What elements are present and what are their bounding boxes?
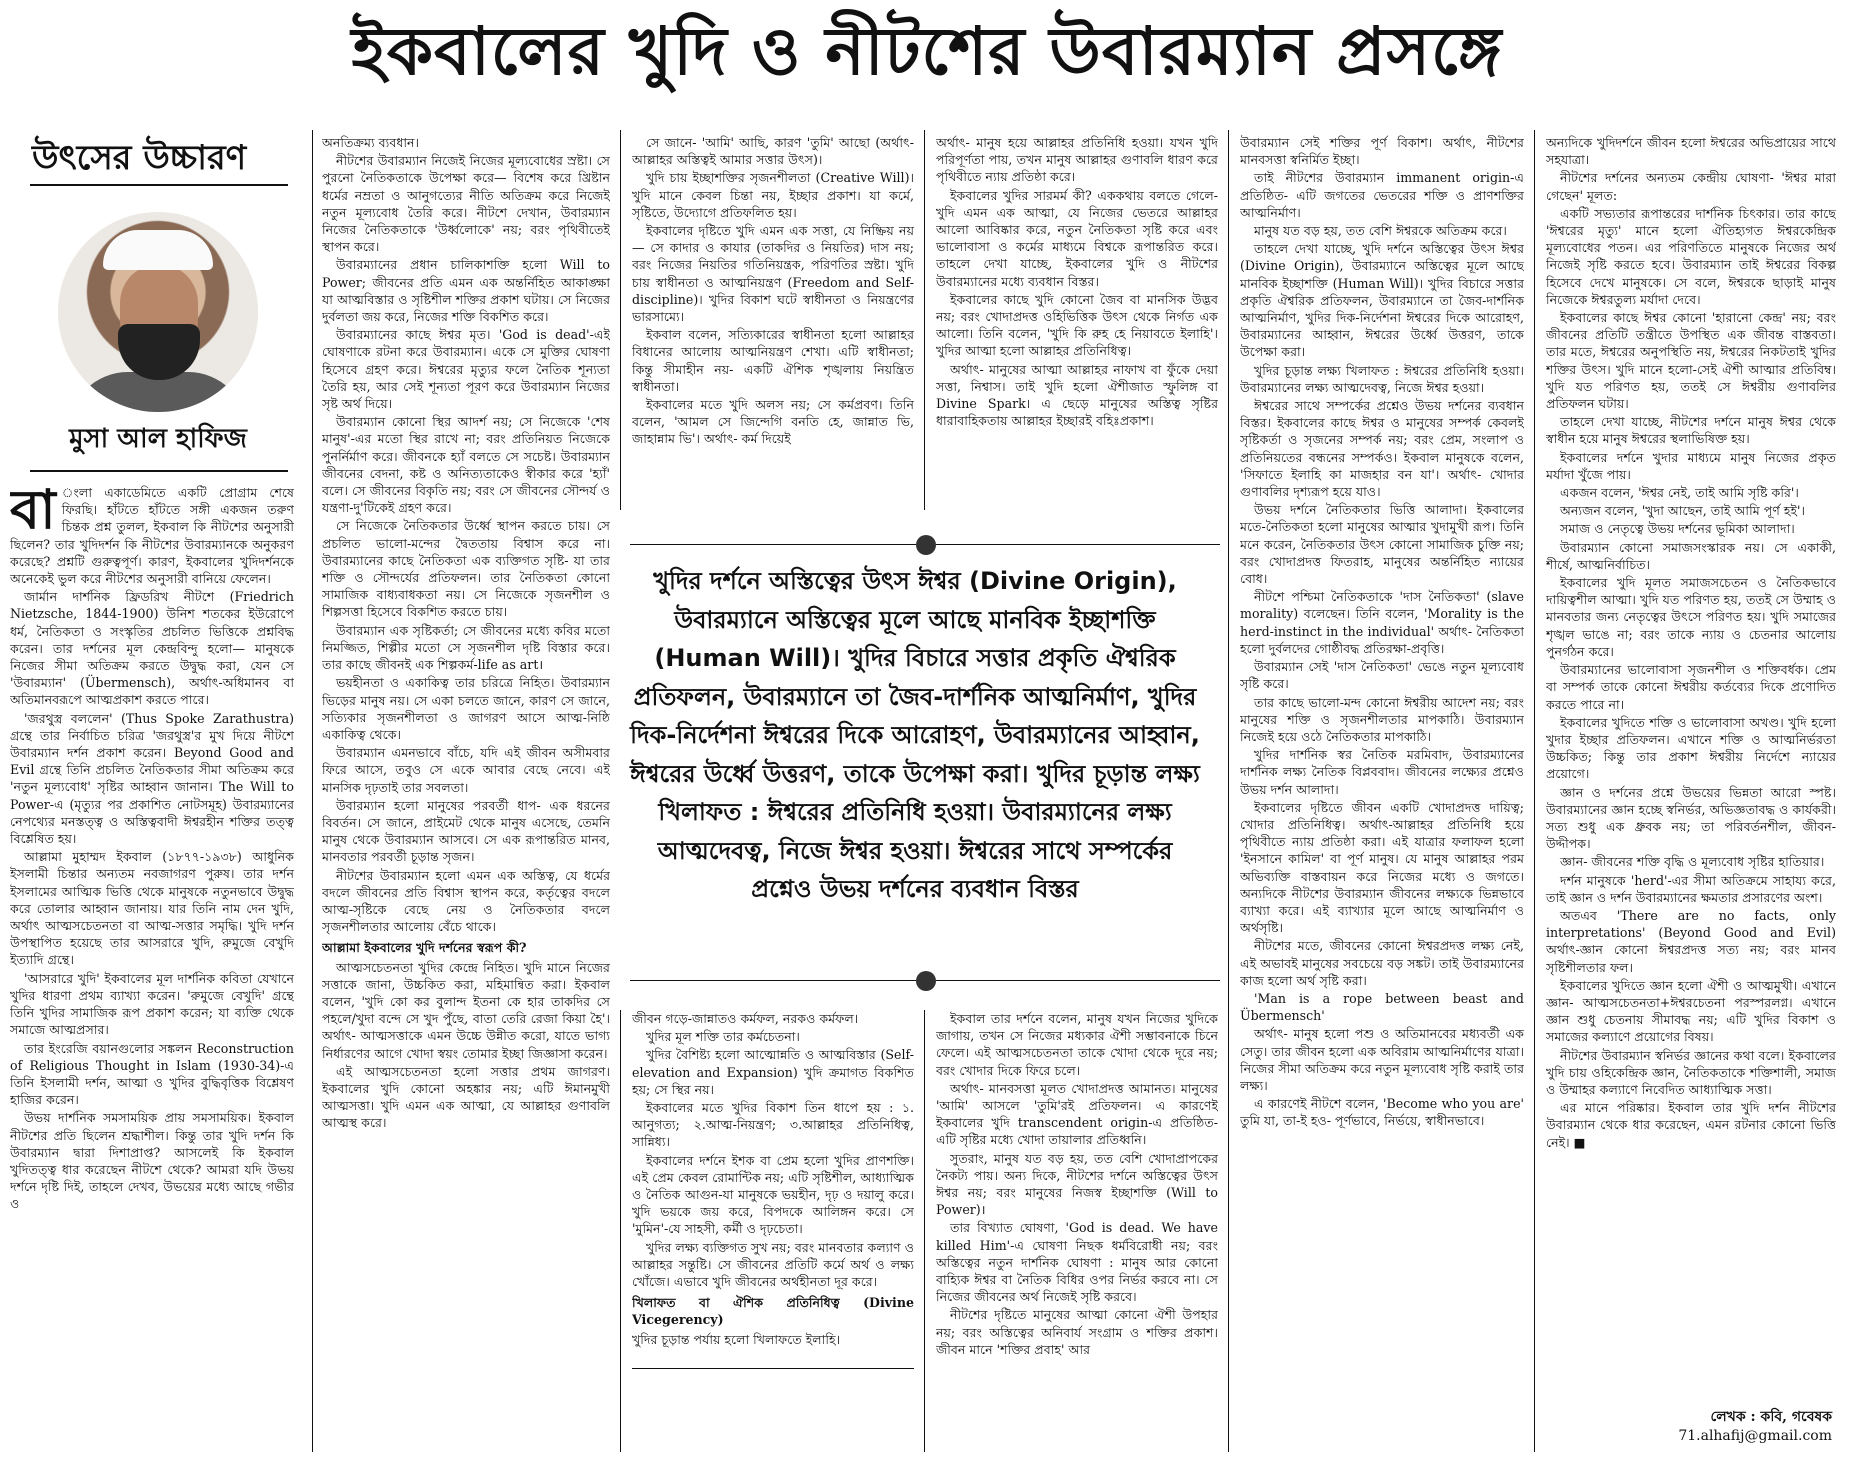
col3-para: খুদির মূল শক্তি তার কর্মচেতনা। [646, 1029, 800, 1045]
col2-para: উবারম্যান এমনভাবে বাঁচে, যদি এই জীবন অসীমবার ফিরে আসে, তবুও সে একে আবার বেছে নেবে। এই মানসিক দৃঢ়তাই তার সবলতা। [322, 745, 610, 795]
ornament-dot-top [916, 535, 936, 555]
col5-para: ঈশ্বরের সাথে সম্পর্কের প্রশ্নেও উভয় দর্শনের ব্যবধান বিস্তর। ইকবালের কাছে ঈশ্বর ও মানুষের সম্পর্ক কেবলই সৃষ্টিকর্তা ও সৃজনের সম্পর্ক নয়; বরং প্রেম, সংলাপ ও প্রতিনিয়তের বন্ধনের সম্পর্কও। ইকবাল মানুষকে বলেন, 'সিফাতে ইলাহি কা মাজহার বন যা'। অর্থাৎ- খোদার গুণাবলির দৃশ্যরূপ হয়ে যাও। [1240, 398, 1524, 500]
divider-pull-bottom [630, 980, 916, 981]
divider-pull-top [630, 544, 916, 545]
col6-para: তাহলে দেখা যাচ্ছে, নীটশের দর্শনে মানুষ ঈশ্বর থেকে স্বাধীন হয়ে মানুষ ঈশ্বরের স্থলাভিষিক্ত হয়। [1546, 414, 1836, 447]
col6-para: এর মানে পরিষ্কার। ইকবাল তার খুদি দর্শন নীটশের উবারম্যান থেকে ধার করেছেন, এমন রটনার কোনো ভিত্তি নেই। ■ [1546, 1100, 1836, 1150]
col6-para: অন্যজন বলেন, 'খুদা আছেন, তাই আমি পূর্ণ হই'। [1560, 503, 1805, 519]
column-1 [10, 484, 294, 1452]
col4-para: ইকবালের কাছে খুদি কোনো জৈব বা মানসিক উদ্ভব নয়; বরং খোদাপ্রদত্ত ওহিভিত্তিক উৎস থেকে নির্গত এক আলো। তিনি বলেন, 'খুদি কি রুহ হে নিয়াবতে ইলাহি'। খুদির আত্মা হলো আল্লাহর প্রতিনিধিত্ব। [936, 291, 1218, 359]
col5-para: অর্থাৎ- মানুষ হলো পশু ও অতিমানবের মধ্যবর্তী এক সেতু। তার জীবন হলো এক অবিরাম আত্মনির্মাণের যাত্রা। নিজের সীমা অতিক্রম করে নতুন মূল্যবোধ সৃষ্টি করাই তার লক্ষ্য। [1240, 1026, 1524, 1093]
col3-para: জীবন গড়ে-জান্নাতও কর্মফল, নরকও কর্মফল। [632, 1011, 859, 1026]
col5-para: তার কাছে ভালো-মন্দ কোনো ঈশ্বরীয় আদেশ নয়; বরং মানুষের শক্তি ও সৃজনশীলতার মাপকাঠি। উবারম্যান নিজেই হয়ে ওঠে নৈতিকতার মাপকাঠি। [1240, 694, 1524, 744]
col3-para: খুদি চায় ইচ্ছাশক্তির সৃজনশীলতা (Creative Will)। খুদি মানে কেবল চিন্তা নয়, ইচ্ছার প্রকাশ। যা কর্মে, সৃষ্টিতে, উদ্যোগে প্রতিফলিত হয়। [632, 170, 914, 220]
col4-para: অর্থাৎ- মানবসত্তা মূলত খোদাপ্রদত্ত আমানত। মানুষের 'আমি' আসলে 'তুমি'রই প্রতিফলন। এ কারণেই ইকবালের খুদি transcendent origin-এ প্রতিষ্ঠিত- এটি সৃষ্টির মধ্যে খোদা তায়ালার প্রতিধ্বনি। [936, 1080, 1218, 1148]
col5-para: ইকবালের দৃষ্টিতে জীবন একটি খোদাপ্রদত্ত দায়িত্ব; খোদার প্রতিনিধিত্ব। অর্থাৎ-আল্লাহর প্রতিনিধি হয়ে পৃথিবীতে ন্যায় প্রতিষ্ঠা করা। এই যাত্রার ফলাফল হলো 'ইনসানে কামিল' বা পূর্ণ মানুষ। যে মানুষ আল্লাহর পরম অভিব্যক্তি বাস্তবায়ন করে নিজের মধ্যে ও জগতে। অন্যদিকে নীটশের উবারম্যান জীবনের লক্ষ্যকে ভিন্নভাবে ব্যাখ্যা করে। এই ব্যাখ্যার মূলে আছে আত্মনির্মাণ ও অর্থসৃষ্টি। [1240, 799, 1524, 936]
col2-para: সে নিজেকে নৈতিকতার উর্ধ্বে স্থাপন করতে চায়। সে প্রচলিত ভালো-মন্দের দ্বৈততায় বিশ্বাস করে না। উবারম্যানের কাছে নৈতিকতা এক ব্যক্তিগত সৃষ্টি- যা তার শক্তি ও সৌন্দর্যের প্রতিফলন। তার নৈতিকতা কোনো সামাজিক বাধ্যবাধকতা নয়। সে নিজেকে সৃজনশীল ও শিল্পসত্তা হিসেবে বিকশিত করতে চায়। [322, 518, 610, 620]
divider-author-bottom [30, 470, 288, 472]
col1-para: তার ইংরেজি বয়ানগুলোর সঙ্কলন Reconstruction of Religious Thought in Islam (1930-34)-এ তিনি ইসলামী দর্শন, আত্মা ও খুদির বুদ্ধিবৃত্তিক বিশ্লেষণ হাজির করেন। [10, 1040, 294, 1108]
col5-para: উভয় দর্শনে নৈতিকতার ভিত্তি আলাদা। ইকবালের মতে-নৈতিকতা হলো মানুষের আত্মার খুদামুখী রূপ। তিনি মনে করেন, নৈতিকতার উৎস কোনো সামাজিক চুক্তি নয়; বরং খোদাপ্রদত্ত ফিতরাহ, মানুষের অন্তর্নিহিত ন্যায়ের বোধ। [1240, 502, 1524, 587]
col5-para: খুদির চূড়ান্ত লক্ষ্য খিলাফত : ঈশ্বরের প্রতিনিধি হওয়া। উবারম্যানের লক্ষ্য আত্মদেবত্ব, নিজে ঈশ্বর হওয়া। [1240, 362, 1524, 395]
col4-para: ইকবাল তার দর্শনে বলেন, মানুষ যখন নিজের খুদিকে জাগায়, তখন সে নিজের মধ্যকার ঐশী সম্ভাবনাকে চিনে ফেলে। এই আত্মসচেতনতা তাকে খোদা থেকে দূরে নয়; বরং খোদার দিকে ফিরে চলে। [936, 1011, 1218, 1078]
col6-para: সমাজ ও নেতৃত্বে উভয় দর্শনের ভূমিকা আলাদা। [1560, 521, 1795, 537]
author-credit [1560, 1408, 1832, 1446]
col6-para: ইকবালের খুদি মূলত সমাজসচেতন ও নৈতিকভাবে দায়িত্বশীল আত্মা। খুদি যত পরিণত হয়, ততই সে উম্মাহ ও মানবতার জন্য নেতৃত্বের উৎসে পরিণত হয়। খুদি সমাজের শৃঙ্খল ভাঙে না; বরং তাকে ন্যায় ও চেতনার আলোয় পুনর্গঠন করে। [1546, 575, 1836, 659]
col5-para: নীটশে পশ্চিমা নৈতিকতাকে 'দাস নৈতিকতা' (slave morality) বলেছেন। তিনি বলেন, 'Morality is the herd-instinct in the individual' অর্থাৎ- নৈতিকতা হলো দুর্বলদের গোষ্ঠীবদ্ধ প্রতিরক্ষা-প্রবৃত্তি। [1240, 589, 1524, 656]
col6-para: একজন বলেন, 'ঈশ্বর নেই, তাই আমি সৃষ্টি করি'। [1560, 485, 1799, 501]
divider-col3b [924, 1010, 925, 1452]
series-title: উৎসের উচ্চারণ [32, 138, 247, 178]
col5-para: মানুষ যত বড় হয়, তত বেশি ঈশ্বরকে অতিক্রম করে। [1254, 223, 1507, 239]
col1-para: জার্মান দার্শনিক ফ্রিডরিখ নীটশে (Friedrich Nietzsche, 1844-1900) উনিশ শতকের ইউরোপে ধর্ম, নৈতিকতা ও সংস্কৃতির প্রচলিত ভিত্তিকে প্রশ্নবিদ্ধ করেন। তার দর্শনের মূল কেন্দ্রবিন্দু হলো— মানুষকে নিজের সীমা অতিক্রম করতে উদ্বুদ্ধ করা, যেন সে 'উবারম্যান' (Übermensch), অর্থাৎ-অধিমানব বা অতিমানবরূপে আত্মপ্রকাশ করতে পারে। [10, 589, 294, 708]
col2-para: উবারম্যান এক সৃষ্টিকর্তা; সে জীবনের মধ্যে কবির মতো নিমজ্জিত, শিল্পীর মতো সে সৃজনশীল দৃষ্টি বিস্তার করে। তার কাছে জীবনই এক শিল্পকর্ম-life as art। [322, 622, 610, 673]
column-4-top [936, 134, 1218, 524]
col2-subheading: আল্লামা ইকবালের খুদি দর্শনের স্বরূপ কী? [322, 940, 527, 956]
divider-col3 [924, 130, 925, 510]
col2-para: উবারম্যানের প্রধান চালিকাশক্তি হলো Will to Power; জীবনের প্রতি এমন এক অন্তর্নিহিত আকাঙ্ক্ষা যা আত্মবিস্তার ও সৃষ্টিশীল শক্তির প্রকাশ ঘটায়। সে নিজের দুর্বলতা জয় করে, নিজের শক্তি বিকশিত করে। [322, 257, 610, 325]
divider-col4 [1228, 130, 1229, 1452]
col3-para: ইকবালের মতে খুদির বিকাশ তিন ধাপে হয় : ১. আনুগত্য; ২.আত্ম-নিয়ন্ত্রণ; ৩.আল্লাহর প্রতিনিধিত্ব, সান্নিধ্য। [632, 1100, 914, 1150]
divider-pull-bottom-r [936, 980, 1220, 981]
col2-para: আত্মসচেতনতা খুদির কেন্দ্রে নিহিত। খুদি মানে নিজের সত্তাকে জানা, উচ্চকিত করা, মহিমান্বিত করা। ইকবাল বলেন, 'খুদি কো কর বুলান্দ ইতনা কে হার তাকদির সে পহলে/খুদা বন্দে সে খুদ পুঁছে, বাতা তেরি রেজা কিয়া হৈ'। অর্থাৎ- আত্মসত্তাকে এমন উচ্চে উন্নীত করো, যাতে ভাগ্য নির্ধারণের আগে খোদা স্বয়ং তোমার ইচ্ছা জিজ্ঞাসা করেন। [322, 959, 610, 1061]
col2-para: উবারম্যান কোনো স্থির আদর্শ নয়; সে নিজেকে 'শেষ মানুষ'-এর মতো স্থির রাখে না; বরং প্রতিনিয়ত নিজেকে পুনর্নির্মাণ করে। জীবনকে হ্যাঁ বলতে সে সচেষ্ট। উবারম্যান জীবনের বেদনা, কষ্ট ও অনিত্যতাকেও স্বীকার করে 'হ্যাঁ' বলে। সে জীবনের বিকৃতি নয়; বরং সে জীবনের সৌন্দর্য ও যন্ত্রণা-দু'টিকেই গ্রহণ করে। [322, 414, 610, 516]
col6-para: ইকবালের খুদিতে শক্তি ও ভালোবাসা অখণ্ড। খুদি হলো খুদার ইচ্ছার প্রতিফলন। এখানে শক্তি ও আত্মনির্ভরতা উচ্চকিত; কিন্তু তার প্রকাশ ঈশ্বরীয় নির্দেশে ন্যায়ের প্রয়োগে। [1546, 714, 1836, 782]
author-photo [58, 212, 258, 412]
col5-para: নীটশের মতে, জীবনের কোনো ঈশ্বরপ্রদত্ত লক্ষ্য নেই, এই অভাবই মানুষের সবচেয়ে বড় সঙ্কট। তাই উবারম্যানের কাজ হলো অর্থ সৃষ্টি করা। [1240, 938, 1524, 988]
col6-para: ইকবালের খুদিতে জ্ঞান হলো ঐশী ও আত্মমুখী। এখানে জ্ঞান- আত্মসচেতনতা+ঈশ্বরচেতনা পরস্পরলগ্ন। এখানে জ্ঞান শুধু চেতনায় সীমাবদ্ধ নয়; এটি খুদির বিকাশ ও সমাজের কল্যাণে প্রয়োগের বিষয়। [1546, 977, 1836, 1045]
col3-para: সে জানে- 'আমি' আছি, কারণ 'তুমি' আছো (অর্থাৎ-আল্লাহর অস্তিত্বই আমার সত্তার উৎস)। [632, 135, 914, 168]
divider-pull-top-r [936, 544, 1220, 545]
col4-para: অর্থাৎ- মানুষের আত্মা আল্লাহর নাফাখ বা ফুঁকে দেয়া সত্তা, নিশ্বাস। তাই খুদি হলো ঐশীজাত স্ফুলিঙ্গ বা Divine Spark। এ ছেড়ে মানুষের অস্তিত্ব সৃষ্টির ধারাবাহিকতায় আল্লাহর ইচ্ছারই বহিঃপ্রকাশ। [936, 361, 1218, 429]
col6-para: জ্ঞান ও দর্শনের প্রশ্নে উভয়ের ভিন্নতা আরো স্পষ্ট। উবারম্যানের জ্ঞান হচ্ছে স্বনির্ভর, অভিজ্ঞতাবদ্ধ ও কার্যকরী। সত্য শুধু এক ধ্রুবক নয়; তা পরিবর্তনশীল, জীবন-উদ্দীপক। [1546, 784, 1836, 852]
col4-para: অর্থাৎ- মানুষ হয়ে আল্লাহর প্রতিনিধি হওয়া। যখন খুদি পরিপূর্ণতা পায়, তখন মানুষ আল্লাহর গুণাবলি ধারণ করে পৃথিবীতে ন্যায় প্রতিষ্ঠা করে। [936, 135, 1218, 185]
col5-para: এ কারণেই নীটশে বলেন, 'Become who you are' তুমি যা, তা-ই হও- পূর্ণভাবে, নির্ভয়ে, স্বাধীনভাবে। [1240, 1096, 1524, 1129]
col6-para: নীটশের উবারম্যান স্বনির্ভর জ্ঞানের কথা বলে। ইকবালের খুদি চায় ওহিকেন্দ্রিক জ্ঞান, নৈতিকতাকে শক্তিশালী, সমাজ ও উম্মাহর কল্যাণে নিবেদিত আধ্যাত্মিক সত্তা। [1546, 1047, 1836, 1097]
pull-quote: খুদির দর্শনে অস্তিত্বের উৎস ঈশ্বর (Divine Origin), উবারম্যানে অস্তিত্বের মূলে আছে মানবিক ইচ্ছাশক্তি (Human Will)। খুদির বিচারে সত্তার প্রকৃতি ঐশ্বরিক প্রতিফলন, উবারম্যানে তা জৈব-দার্শনিক আত্মনির্মাণ, খুদির দিক-নির্দেশনা ঈশ্বরের দিকে আরোহণ, উবারম্যানের আহ্বান, ঈশ্বরের উর্ধ্বে উত্তরণ, তাকে উপেক্ষা করা। খুদির চূড়ান্ত লক্ষ্য খিলাফত : ঈশ্বরের প্রতিনিধি হওয়া। উবারম্যানের লক্ষ্য আত্মদেবত্ব, নিজে ঈশ্বর হওয়া। ঈশ্বরের সাথে সম্পর্কের প্রশ্নেও উভয় দর্শনের ব্যবধান বিস্তর [630, 567, 1200, 903]
col6-para: ইকবালের দর্শনে খুদার মাধ্যমে মানুষ নিজের প্রকৃত মর্যাদা খুঁজে পায়। [1546, 449, 1836, 482]
col6-para: উবারম্যানের ভালোবাসা সৃজনশীল ও শক্তিবর্ধক। প্রেম বা সম্পর্ক তাকে কোনো ঈশ্বরীয় কর্তব্যের দিকে প্রণোদিত করতে পারে না। [1546, 662, 1836, 712]
col5-para: উবারম্যান সেই শক্তির পূর্ণ বিকাশ। অর্থাৎ, নীটশের মানবসত্তা স্বনির্মিত ইচ্ছা। [1240, 135, 1524, 168]
ornament-dot-bottom [916, 971, 936, 991]
col6-para: দর্শন মানুষকে 'herd'-এর সীমা অতিক্রমে সাহায্য করে, তাই জ্ঞান ও দর্শন উবারম্যানের ক্ষমতার প্রসারণের অংশ। [1546, 872, 1836, 905]
col4-para: তার বিখ্যাত ঘোষণা, 'God is dead. We have killed Him'-এ ঘোষণা নিছক ধর্মবিরোধী নয়; বরং অস্তিত্বের নতুন দার্শনিক ঘোষণা : মানুষ আর কোনো বাহ্যিক ঈশ্বর বা নৈতিক বিধির ওপর নির্ভর করবে না। সে নিজের জীবনের অর্থ নিজেই সৃষ্টি করবে। [936, 1220, 1218, 1305]
col6-para: জ্ঞান- জীবনের শক্তি বৃদ্ধি ও মূল্যবোধ সৃষ্টির হাতিয়ার। [1560, 854, 1825, 870]
divider-col2b [620, 1010, 621, 1452]
credit-label: লেখক : কবি, গবেষক [1710, 1409, 1832, 1425]
col5-para: উবারম্যান সেই 'দাস নৈতিকতা' ভেঙে নতুন মূল্যবোধ সৃষ্টি করে। [1240, 659, 1524, 692]
col5-para: তাই নীটশের উবারম্যান immanent origin-এ প্রতিষ্ঠিত- এটি জগতের ভেতরের শক্তি ও প্রাণশক্তির আত্মনির্মাণ। [1240, 170, 1524, 220]
col4-para: নীটশের দৃষ্টিতে মানুষের আত্মা কোনো ঐশী উপহার নয়; বরং অস্তিত্বের অনিবার্য সংগ্রাম ও শক্তির প্রকাশ। জীবন মানে 'শক্তির প্রবাহ' আর [936, 1307, 1218, 1357]
column-2 [322, 134, 610, 1452]
col2-para: নীটশের উবারম্যান নিজেই নিজের মূল্যবোধের স্রষ্টা। সে পুরনো নৈতিকতাকে উপেক্ষা করে— বিশেষ করে খ্রিষ্টান ধর্মের নম্রতা ও আনুগত্যের নীতি অতিক্রম করে নিজেই নতুন মূল্যবোধ তৈরি করে। নীটশে দেখান, উবারম্যান নিজের নৈতিকতাকে 'উর্ধ্বলোকে' নয়; বরং পৃথিবীতেই স্থাপন করে। [322, 153, 610, 255]
column-3-top [632, 134, 914, 524]
col5-para: 'Man is a rope between beast and Übermensch' [1240, 990, 1524, 1024]
col5-para: খুদির দার্শনিক স্বর নৈতিক মরমিবাদ, উবারম্যানের দার্শনিক লক্ষ্য নৈতিক বিপ্লববাদ। জীবনের লক্ষ্যের প্রশ্নেও উভয় দর্শন আলাদা। [1240, 747, 1524, 797]
col3-para: ইকবালের দর্শনে ইশক বা প্রেম হলো খুদির প্রাণশক্তি। এই প্রেম কেবল রোমান্টিক নয়; এটি সৃষ্টিশীল, আধ্যাত্মিক ও নৈতিক আগুন-যা মানুষকে ভয়হীন, দৃঢ় ও দয়ালু করে। খুদি ভয়কে জয় করে, বিপদকে আলিঙ্গন করে। সে 'মুমিন'-যে সাহসী, কর্মী ও দৃঢ়চেতা। [632, 1152, 914, 1237]
col1-first-para: বা ংলা একাডেমিতে একটি প্রোগ্রাম শেষে ফিরছি। হাঁটতে হাঁটতে সঙ্গী একজন তরুণ চিন্তক প্রশ্ন তুলল, ইকবাল কি নীটশের অনুসারী ছিলেন? তার খুদিদর্শন কি নীটশের উবারম্যানকে অনুকরণ করেছে? প্রশ্নটি গুরুত্বপূর্ণ। কারণ, ইকবালের খুদিদর্শনকে অনেকেই ভুল করে নীটশের অনুসারী বানিয়ে ফেলেন। [10, 484, 294, 587]
col3-para: খুদির চূড়ান্ত পর্যায় হলো খিলাফতে ইলাহি। [632, 1331, 841, 1347]
col2-para: উবারম্যান হলো মানুষের পরবর্তী ধাপ- এক ধরনের বিবর্তন। সে জানে, প্রাইমেট থেকে মানুষ এসেছে, তেমনি মানুষ থেকে উবারম্যান আসবে। সে এক রূপান্তরিত মানব, মানবতার পরবর্তী চূড়ান্ত সৃজন। [322, 797, 610, 865]
col6-para: উবারম্যান কোনো সমাজসংস্কারক নয়। সে একাকী, শীর্ষে, আত্মনির্বাচিত। [1546, 539, 1836, 572]
col2-para: অনতিক্রম্য ব্যবধান। [322, 135, 420, 150]
col4-para: সুতরাং, মানুষ যত বড় হয়, তত বেশি খোদাপ্রাপকের নৈকট্য পায়। অন্য দিকে, নীটশের দর্শনে অস্তিত্বের উৎস ঈশ্বর নয়; বরং মানুষের নিজস্ব ইচ্ছাশক্তি (Will to Power)। [936, 1150, 1218, 1218]
col3-para: খুদির লক্ষ্য ব্যক্তিগত সুখ নয়; বরং মানবতার কল্যাণ ও আল্লাহর সন্তুষ্টি। সে জীবনের প্রতিটি কর্মে অর্থ ও লক্ষ্য খোঁজে। এভাবে খুদি জীবনের অর্থহীনতা দূর করে। [632, 1239, 914, 1290]
col5-para: তাহলে দেখা যাচ্ছে, খুদি দর্শনে অস্তিত্বের উৎস ঈশ্বর (Divine Origin), উবারম্যানে অস্তিত্বের মূলে আছে মানবিক ইচ্ছাশক্তি (Human Will)। খুদির বিচারে সত্তার প্রকৃতি ঐশ্বরিক প্রতিফলন, উবারম্যানে তা জৈব-দার্শনিক আত্মনির্মাণ, খুদির দিক-নির্দেশনা ঈশ্বরের দিকে আরোহণ, উবারম্যানের আহ্বান, ঈশ্বরের উর্ধ্বে উত্তরণ, তাকে উপেক্ষা করা। [1240, 241, 1524, 360]
divider-col2 [620, 130, 621, 510]
col6-para: ইকবালের কাছে ঈশ্বর কোনো 'হারানো কেন্দ্র' নয়; বরং জীবনের প্রতিটি তন্ত্রীতে উপস্থিত এক জীবন্ত বাস্তবতা। তার মতে, ঈশ্বরের অনুপস্থিতি নয়, ঈশ্বরের নিকটতাই খুদির শক্তির উৎস। খুদি মানে হলো-সেই ঐশী আত্মার প্রতিবিম্ব। খুদি যত পরিণত হয়, ততই সে ঈশ্বরীয় গুণাবলির প্রতিফলন ঘটায়। [1546, 310, 1836, 412]
headline: ইকবালের খুদি ও নীটশের উবারম্যান প্রসঙ্গে [351, 13, 1503, 90]
col3-para: ইকবালের দৃষ্টিতে খুদি এমন এক সত্তা, যে নিষ্ক্রিয় নয়— সে কাদার ও কাযার (তাকদির ও নিয়তির) দাস নয়; বরং নিজের নিয়তির গতিনিয়ন্ত্রক, পরিণতির স্রষ্টা। খুদি চায় স্বাধীনতা ও আত্মনিয়ন্ত্রণ (Freedom and Self-discipline)। খুদির বিকাশ ঘটে স্বাধীনতা ও নিয়ন্ত্রণের ভারসাম্যে। [632, 223, 914, 325]
col3-para: খুদির বৈশিষ্ট্য হলো আত্মোন্নতি ও আত্মবিস্তার (Self-elevation and Expansion) খুদি ক্রমাগত বিকশিত হয়; সে স্থির নয়। [632, 1047, 914, 1097]
column-3-bottom [632, 1010, 914, 1452]
column-6 [1546, 134, 1836, 1404]
author-name: মুসা আল হাফিজ [69, 424, 247, 454]
divider-col5 [1534, 130, 1535, 1452]
col6-para: অতএব 'There are no facts, only interpretations' (Beyond Good and Evil) অর্থাৎ-জ্ঞান কোনো ঈশ্বরপ্রদত্ত সত্য নয়; বরং মানব সৃষ্টিশীলতার ফল। [1546, 907, 1836, 975]
col6-para: অন্যদিকে খুদিদর্শনে জীবন হলো ঈশ্বরের অভিপ্রায়ের সাথে সহযাত্রা। [1546, 135, 1836, 168]
divider-col1 [312, 130, 313, 1452]
col1-para: উভয় দার্শনিক সমসাময়িক প্রায় সমসাময়িক। ইকবাল নীটশের প্রতি ছিলেন শ্রদ্ধাশীল। কিন্তু তার খুদি দর্শন কি উবারম্যান দ্বারা দিশাপ্রাপ্ত? আসলেই কি ইকবাল খুদিতত্ত্ব ধার করেছেন নীটশে থেকে? আমরা যদি উভয় দর্শনে দৃষ্টি দিই, তাহলে দেখব, উভয়ের মধ্যে আছে গভীর ও [10, 1110, 294, 1212]
col1-para: আল্লামা মুহাম্মদ ইকবাল (১৮৭৭-১৯৩৮) আধুনিক ইসলামী চিন্তার অন্যতম নবজাগরণ পুরুষ। তার দর্শন ইসলামের আত্মিক ভিত্তি থেকে মানুষকে নতুনভাবে উদ্বুদ্ধ করে তোলার আহ্বান জানায়। যার তিনি নাম দেন খুদি, অর্থাৎ আত্মসচেতনতা বা আত্ম-সত্তার সমৃদ্ধি। খুদি দর্শন উপস্থাপিত হয়েছে তার আসরারে খুদি, রুমুজে বেখুদি ইত্যাদি গ্রন্থে। [10, 849, 294, 968]
col1-para: 'জরথুস্ত্র বললেন' (Thus Spoke Zarathustra) গ্রন্থে তার নির্বাচিত চরিত্র 'জরথুস্ত্র'র মুখ দিয়ে নীটশে উবারম্যান দর্শন প্রকাশ করেন। Beyond Good and Evil গ্রন্থে তিনি প্রচলিত নৈতিকতার সীমা অতিক্রম করে 'নতুন মূল্যবোধ' সৃষ্টির আহ্বান জানান। The Will to Power-এ (মৃত্যুর পর প্রকাশিত নোটসমূহ) উবারম্যানের নেপথ্যের মনস্তত্ত্ব ও অস্তিত্ববাদী ঈশ্বরহীন শক্তির তত্ত্ব বিশ্লেষিত হয়। [10, 710, 294, 847]
column-4-bottom [936, 1010, 1218, 1452]
drop-cap: বা [10, 484, 56, 541]
col3-subheading: খিলাফত বা ঐশিক প্রতিনিধিত্ব (Divine Vicegerency) [632, 1295, 914, 1328]
col2-para: এই আত্মসচেতনতা হলো সত্তার প্রথম জাগরণ। ইকবালের খুদি কোনো অহঙ্কার নয়; এটি ঈমানমুখী আত্মসত্তা। খুদি এমন এক আত্মা, যে আল্লাহর গুণাবলি আত্মস্থ করে। [322, 1063, 610, 1131]
credit-email[interactable]: 71.alhafij@gmail.com [1678, 1428, 1832, 1444]
col2-para: ভয়হীনতা ও একাকিত্ব তার চরিত্রে নিহিত। উবারম্যান ভিড়ের মানুষ নয়। সে একা চলতে জানে, কারণ সে জানে, সত্যিকার সৃজনশীলতা ও জাগরণ আসে আত্ম-নিষ্ঠি একাকিত্ব থেকে। [322, 675, 610, 742]
col6-para: একটি সভ্যতার রূপান্তরের দার্শনিক চিৎকার। তার কাছে 'ঈশ্বরের মৃত্যু' মানে হলো ঐতিহ্যগত ঈশ্বরকেন্দ্রিক মূল্যবোধের পতন। এর পরিণতিতে মানুষকে নিজের অর্থ নিজেই সৃষ্টি করতে হবে। উবারম্যান তাই ঈশ্বরের বিকল্প হিসেবে দেখে মানুষকে। সে বলে, ঈশ্বরকে ছাড়াই মানুষ নিজেকে ঈশ্বরতুল্য মর্যাদা দেবে। [1546, 205, 1836, 307]
col1-para: 'আসরারে খুদি' ইকবালের মূল দার্শনিক কবিতা যেখানে খুদির ধারণা প্রথম ব্যাখ্যা করেন। 'রুমুজে বেখুদি' গ্রন্থে তিনি খুদির সামাজিক রূপ প্রকাশ করেন; যা ব্যক্তি থেকে সমাজে আত্মপ্রসার। [10, 970, 294, 1038]
col6-para: নীটশের দর্শনের অন্যতম কেন্দ্রীয় ঘোষণা- 'ঈশ্বর মারা গেছেন' মূলত: [1546, 170, 1836, 203]
col2-para: উবারম্যানের কাছে ঈশ্বর মৃত। 'God is dead'-এই ঘোষণাকে রটনা করে উবারম্যান। একে সে মুক্তির ঘোষণা হিসেবে গ্রহণ করে। ঈশ্বরের মৃত্যুর ফলে নৈতিক শূন্যতা তৈরি হয়, আর সেই শূন্যতা পূরণ করে উবারম্যান নিজের সৃষ্ট অর্থ দিয়ে। [322, 327, 610, 412]
col2-para: নীটশের উবারম্যান হলো এমন এক অস্তিত্ব, যে ধর্মের বদলে জীবনের প্রতি বিশ্বাস স্থাপন করে, কর্তৃত্বের বদলে আত্ম-সৃষ্টিকে বেছে নেয় ও নৈতিকতার বদলে সৃজনশীলতার আলোয় বেঁচে থাকে। [322, 867, 610, 935]
column-5 [1240, 134, 1524, 1452]
col3-para: ইকবালের মতে খুদি অলস নয়; সে কর্মপ্রবণ। তিনি বলেন, 'আমল সে জিন্দেগি বনতি হে, জান্নাত ভি, জাহান্নাম ভি'। অর্থাৎ- কর্ম দিয়েই [632, 397, 914, 447]
col4-para: ইকবালের খুদির সারমর্ম কী? এককথায় বলতে গেলে- খুদি এমন এক আত্মা, যে নিজের ভেতরে আল্লাহর আলো আবিষ্কার করে, নতুন নৈতিকতা সৃষ্টি করে এবং ভালোবাসা ও কর্মের মাধ্যমে বিশ্বকে রূপান্তরিত করে। তাহলে দেখা যাচ্ছে, ইকবালের খুদি ও নীটশের উবারম্যানের মধ্যে ব্যবধান বিস্তর। [936, 187, 1218, 289]
col3-para: ইকবাল বলেন, সত্যিকারের স্বাধীনতা হলো আল্লাহর বিধানের আলোয় আত্মনিয়ন্ত্রণ শেখা। এটি স্বাধীনতা; কিন্তু সীমাহীন নয়- একটি ঐশিক শৃঙ্খলায় নিয়ন্ত্রিত স্বাধীনতা। [632, 327, 914, 394]
